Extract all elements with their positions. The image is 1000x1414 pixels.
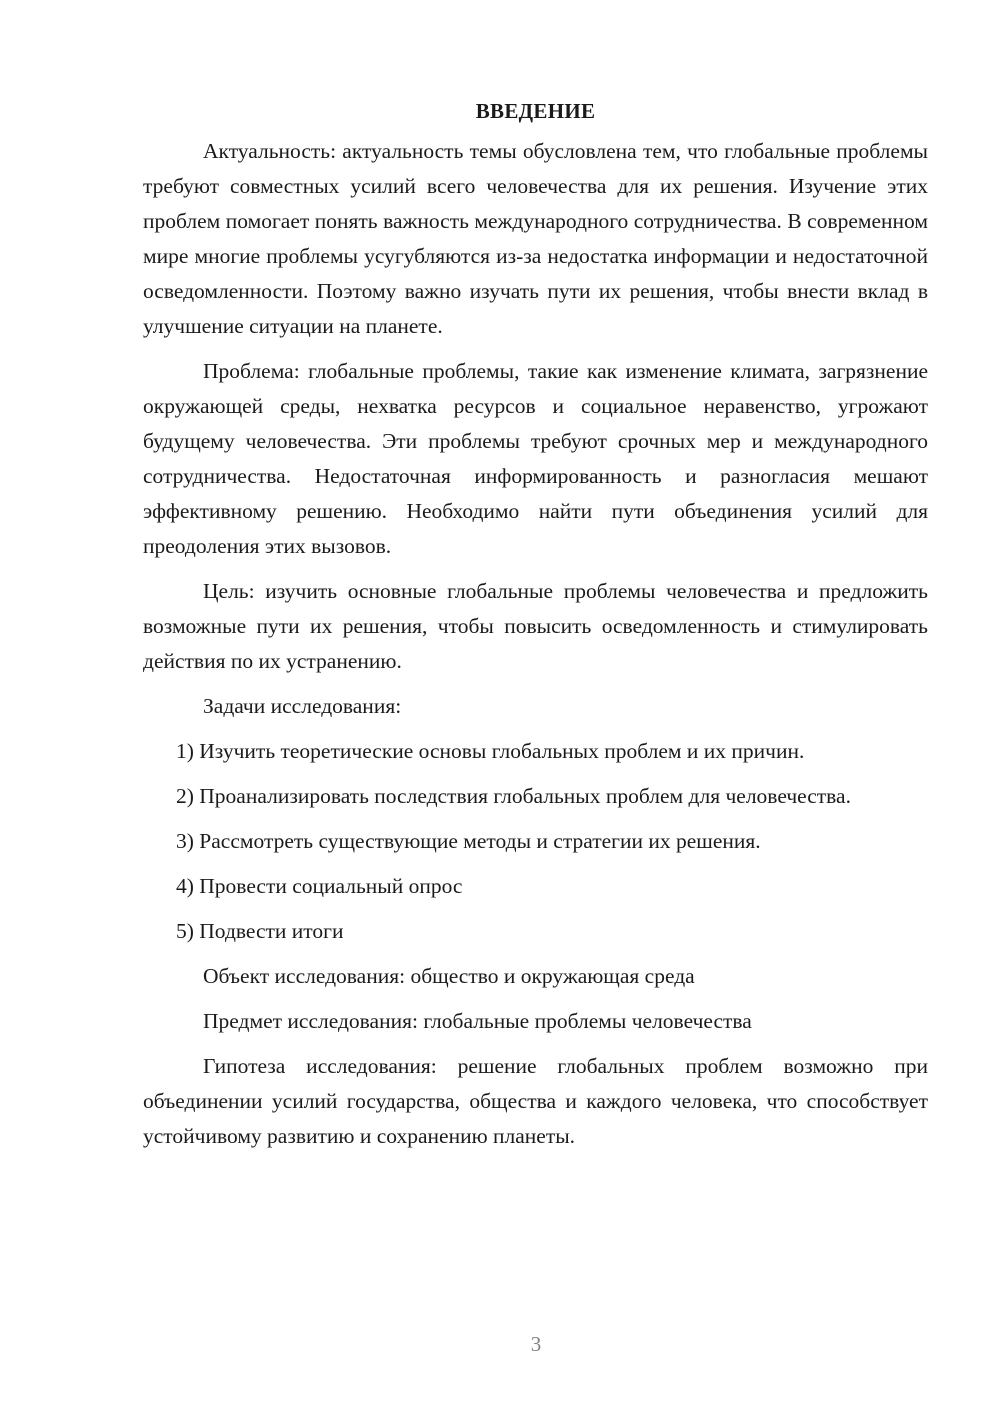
page-content [143, 96, 928, 1164]
goal-paragraph: Цель: изучить основные глобальные проблемы человечества и предложить возможные пути их решения, чтобы повысить осведомленность и стимулировать действия по их устранению. [143, 579, 928, 673]
task-item-4: 4) Провести социальный опрос [176, 874, 463, 898]
task-item-5: 5) Подвести итоги [176, 919, 344, 943]
problem-paragraph: Проблема: глобальные проблемы, такие как изменение климата, загрязнение окружающей среды, нехватка ресурсов и социальное неравенство, угрожают будущему человечества. Эти проблемы требуют срочных мер и международного сотрудничества. Недостаточная информированность и разногласия мешают эффективному решению. Необходимо найти пути объединения усилий для преодоления этих вызовов. [143, 359, 928, 558]
research-object: Объект исследования: общество и окружающая среда [203, 964, 695, 988]
task-item-2: 2) Проанализировать последствия глобальных проблем для человечества. [176, 784, 851, 808]
page-number: 3 [530, 1332, 542, 1356]
relevance-paragraph: Актуальность: актуальность темы обусловлена тем, что глобальные проблемы требуют совместных усилий всего человечества для их решения. Изучение этих проблем помогает понять важность международного сотрудничества. В современном мире многие проблемы усугубляются из-за недостатка информации и недостаточной осведомленности. Поэтому важно изучать пути их решения, чтобы внести вклад в улучшение ситуации на планете. [143, 139, 928, 338]
section-title: ВВЕДЕНИЕ [475, 99, 596, 123]
research-subject: Предмет исследования: глобальные проблемы человечества [203, 1009, 752, 1033]
hypothesis-paragraph: Гипотеза исследования: решение глобальных проблем возможно при объединении усилий государства, общества и каждого человека, что способствует устойчивому развитию и сохранению планеты. [143, 1054, 928, 1148]
task-item-1: 1) Изучить теоретические основы глобальных проблем и их причин. [176, 739, 805, 763]
task-item-3: 3) Рассмотреть существующие методы и стратегии их решения. [176, 829, 761, 853]
tasks-heading: Задачи исследования: [203, 694, 402, 718]
